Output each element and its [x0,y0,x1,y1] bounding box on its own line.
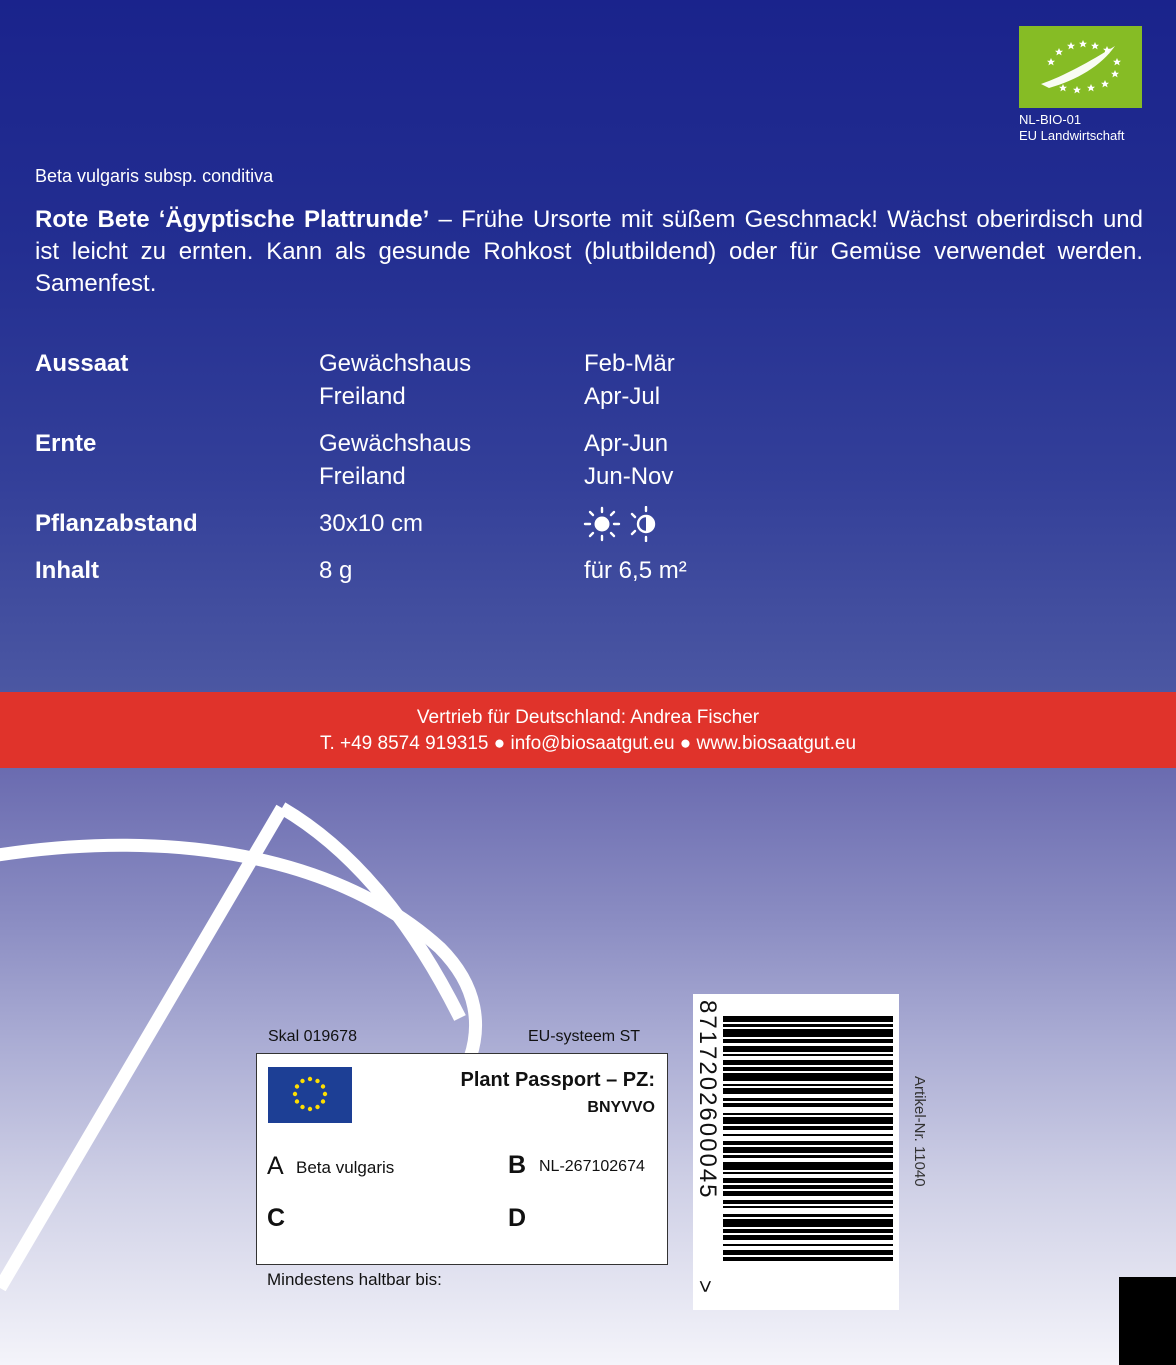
passport-code: BNYVVO [587,1099,655,1116]
barcode-bar [723,1155,893,1159]
distributor-line: Vertrieb für Deutschland: Andrea Fischer [416,707,760,728]
field-c-letter: C [267,1204,286,1232]
passport-title: Plant Passport – PZ: [460,1069,655,1091]
barcode-bar [723,1257,893,1261]
barcode-bar [723,1214,893,1218]
barcode-bar [723,1098,893,1102]
barcode-bar [723,1117,893,1125]
field-d-letter: D [508,1204,527,1232]
description-text: – Frühe Ursorte mit süßem Geschmack! Wächst oberirdisch und ist leicht zu ernten. Kann als gesunde Rohkost (blutbildend) oder für Gemüse verwendet werden. Samenfest. [35,206,1143,297]
barcode-bar [723,1067,893,1071]
distribution-band [0,692,1176,768]
barcode-bar [723,1113,893,1115]
skal-number: Skal 019678 [268,1028,357,1045]
barcode-bar [723,1162,893,1170]
organic-certification [1019,112,1125,144]
black-corner-block [1119,1277,1176,1365]
barcode-bar [723,1185,893,1189]
barcode-bar [723,1219,893,1227]
sowing-label: Aussaat [35,350,129,377]
half-shade-icon [628,506,664,547]
harvest-time-1: Apr-Jun [584,430,669,457]
barcode-bar [723,1147,893,1153]
spacing-value: 30x10 cm [319,510,424,537]
barcode-bar [723,1088,893,1094]
barcode-bar [723,1141,893,1145]
barcode-bar [723,1244,893,1246]
harvest-label: Ernte [35,430,97,457]
barcode-bar [723,1229,893,1233]
barcode-bar [723,1250,893,1256]
variety-title: Rote Bete ‘Ägyptische Plattrunde’ [35,206,430,233]
barcode-bar [723,1073,893,1081]
spacing-label: Pflanzabstand [35,510,198,537]
barcode-bar [723,1046,893,1052]
barcode-bar [723,1024,893,1028]
barcode-bar [723,1054,893,1056]
harvest-place-1: Gewächshaus [319,430,472,457]
barcode-bars [723,1016,893,1292]
organic-text: EU Landwirtschaft [1019,128,1125,143]
sowing-place-2: Freiland [319,383,406,410]
barcode-bar [723,1191,893,1197]
barcode-bar [723,1126,893,1130]
barcode-bar [723,1134,893,1136]
sowing-place-1: Gewächshaus [319,350,472,377]
eu-flag-icon [268,1067,352,1123]
barcode-bar [723,1039,893,1043]
field-a-letter: A [267,1152,284,1180]
barcode-bar [723,1060,893,1066]
harvest-place-2: Freiland [319,463,406,490]
sowing-time-1: Feb-Mär [584,350,675,377]
barcode-arrow: > [693,1280,718,1293]
contact-line: T. +49 8574 919315 ● info@biosaatgut.eu ● www.biosaatgut.eu [319,733,857,754]
barcode-bar [723,1029,893,1037]
barcode-bar [723,1103,893,1107]
best-before-label: Mindestens haltbar bis: [267,1270,442,1289]
eu-system: EU-systeem ST [528,1028,641,1045]
article-number: Artikel-Nr. 11040 [911,1076,928,1187]
barcode-bar [723,1200,893,1204]
barcode-bar [723,1016,893,1022]
species-name: Beta vulgaris subsp. conditiva [35,166,274,186]
sowing-time-2: Apr-Jul [584,383,661,410]
harvest-time-2: Jun-Nov [584,463,674,490]
barcode-bar [723,1235,893,1241]
leaf-stars-icon [1019,26,1142,108]
barcode-bar [723,1178,893,1184]
description [35,204,1143,300]
content-value: 8 g [319,557,353,584]
field-b-letter: B [508,1151,527,1179]
barcode-bar [723,1084,893,1086]
field-b-value: NL-267102674 [539,1158,645,1175]
content-label: Inhalt [35,557,99,584]
barcode-bar [723,1172,893,1174]
sun-icon [582,506,622,547]
barcode-digits: 8717202600045 [694,1000,721,1200]
barcode-bar [723,1206,893,1208]
field-a-value: Beta vulgaris [296,1158,395,1177]
barcode [693,994,899,1310]
eu-organic-leaf-logo [1019,26,1142,108]
organic-code: NL-BIO-01 [1019,112,1082,127]
content-area: für 6,5 m² [584,557,687,584]
